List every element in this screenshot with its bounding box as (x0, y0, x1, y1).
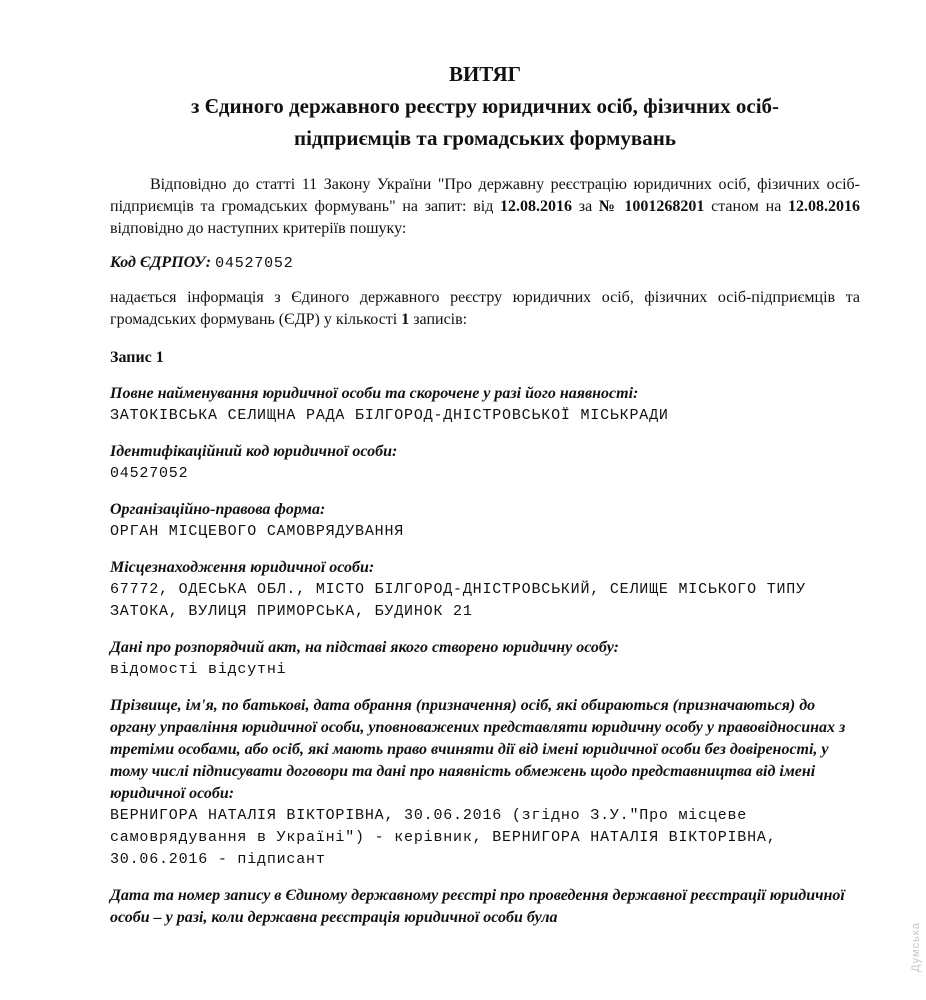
document-subtitle-line-2: підприємців та громадських формувань (294, 126, 676, 150)
request-date: 12.08.2016 (500, 198, 573, 215)
field-legal-form (110, 499, 860, 543)
field-location (110, 557, 860, 623)
record-count: 1 (401, 311, 410, 328)
watermark: Думська (910, 921, 922, 972)
code-value: 04527052 (215, 255, 294, 272)
info-text-1: надається інформація з Єдиного державного реєстру юридичних осіб, фізичних осіб-підприємців та громадських формувань (ЄДР) у кількості (110, 289, 860, 328)
field-label: Організаційно-правова форма: (110, 501, 326, 518)
field-value: ВЕРНИГОРА НАТАЛІЯ ВІКТОРІВНА, 30.06.2016 (згідно З.У."Про місцеве самоврядування в Україні") - керівник, ВЕРНИГОРА НАТАЛІЯ ВІКТОРІВНА, 30.06.2016 - підписант (110, 807, 787, 868)
document-page (110, 58, 860, 929)
field-label: Дані про розпорядчий акт, на підставі якого створено юридичну особу: (110, 639, 619, 656)
field-value: ЗАТОКІВСЬКА СЕЛИЩНА РАДА БІЛГОРОД-ДНІСТРОВСЬКОЇ МІСЬКРАДИ (110, 407, 669, 424)
document-title: ВИТЯГ (448, 62, 522, 86)
field-value: відомості відсутні (110, 661, 287, 678)
field-label: Повне найменування юридичної особи та скорочене у разі його наявності: (110, 385, 639, 402)
info-paragraph (110, 287, 860, 331)
code-label: Код ЄДРПОУ: (110, 254, 212, 271)
record-title: Запис 1 (110, 349, 164, 366)
field-label: Місцезнаходження юридичної особи: (110, 559, 375, 576)
field-label: Дата та номер запису в Єдиному державному реєстрі про проведення державної реєстрації юридичної особи – у разі, коли державна реєстрація юридичної особи була (110, 887, 845, 926)
intro-paragraph (110, 174, 860, 240)
request-number: № 1001268201 (598, 198, 705, 215)
info-text-2: записів: (409, 311, 468, 328)
field-label: Прізвище, ім'я, по батькові, дата обрання (призначення) осіб, які обираються (призначаються) до органу управління юридичної особи, уповноважених представляти юридичну особу у правовідносинах з третіми особами, або осіб, які мають право вчиняти дії від імені юридичної особи без довіреності, у тому числі підписувати договори та дані про наявність обмежень щодо представництва від імені юридичної особи: (110, 697, 846, 802)
search-criterion (110, 252, 860, 275)
intro-text-3: станом на (704, 198, 789, 215)
as-of-date: 12.08.2016 (788, 198, 861, 215)
intro-text-1: Відповідно до статті 11 Закону України "Про державну реєстрацію юридичних осіб, фізичних осіб-підприємців та громадських формувань" на запит: від (110, 176, 860, 215)
intro-text-4: відповідно до наступних критеріїв пошуку: (110, 220, 407, 237)
field-authorized-persons (110, 695, 860, 871)
field-registration-record (110, 885, 860, 929)
field-label: Ідентифікаційний код юридичної особи: (110, 443, 398, 460)
field-identification-code (110, 441, 860, 485)
field-full-name (110, 383, 860, 427)
field-value: 67772, ОДЕСЬКА ОБЛ., МІСТО БІЛГОРОД-ДНІСТРОВСЬКИЙ, СЕЛИЩЕ МІСЬКОГО ТИПУ ЗАТОКА, ВУЛИЦЯ ПРИМОРСЬКА, БУДИНОК 21 (110, 581, 816, 620)
intro-text-2: за (572, 198, 599, 215)
field-founding-act (110, 637, 860, 681)
field-value: ОРГАН МІСЦЕВОГО САМОВРЯДУВАННЯ (110, 523, 405, 540)
document-subtitle-line-1: з Єдиного державного реєстру юридичних осіб, фізичних осіб- (190, 94, 780, 118)
field-value: 04527052 (110, 465, 189, 482)
